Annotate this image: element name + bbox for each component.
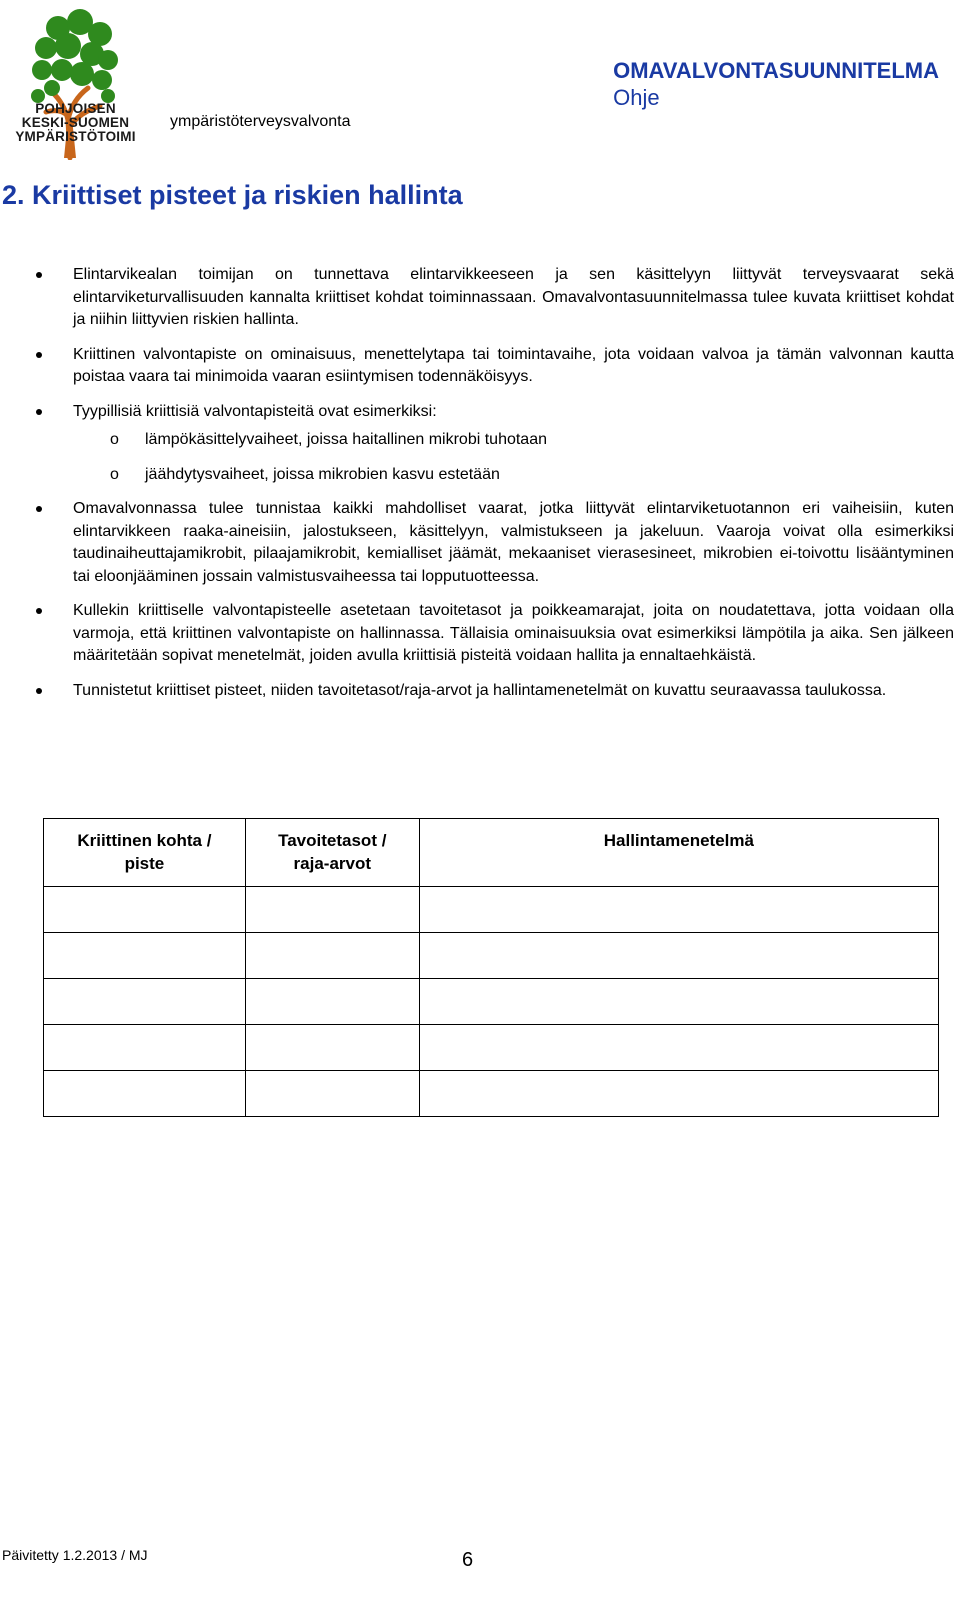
table-row bbox=[44, 979, 939, 1025]
table-cell[interactable] bbox=[419, 1025, 938, 1071]
table-header-target-levels: Tavoitetasot / raja-arvot bbox=[245, 819, 419, 887]
section-heading: 2. Kriittiset pisteet ja riskien hallinta bbox=[2, 180, 463, 210]
bullet-dot-icon bbox=[36, 352, 42, 358]
sub-bullet-marker: o bbox=[110, 431, 119, 448]
sub-list bbox=[73, 429, 954, 486]
bullet-item bbox=[36, 680, 954, 703]
table-cell[interactable] bbox=[245, 887, 419, 933]
bullet-item bbox=[36, 498, 954, 588]
bullet-item bbox=[36, 600, 954, 668]
bullet-list bbox=[36, 264, 954, 702]
table-cell[interactable] bbox=[44, 979, 246, 1025]
table-header-row bbox=[44, 819, 939, 887]
logo-text-line-1: POHJOISEN bbox=[35, 101, 116, 116]
table-cell[interactable] bbox=[245, 933, 419, 979]
bullet-text: Tunnistetut kriittiset pisteet, niiden tavoitetasot/raja-arvot ja hallintamenetelmät on kuvattu seuraavassa taulukossa. bbox=[73, 681, 887, 699]
organization-logo bbox=[8, 8, 143, 160]
sub-bullet-marker: o bbox=[110, 465, 119, 483]
table-header-critical-point: Kriittinen kohta / piste bbox=[44, 819, 246, 887]
table-row bbox=[44, 933, 939, 979]
bullet-text: Tyypillisiä kriittisiä valvontapisteitä ovat esimerkiksi: bbox=[73, 402, 437, 420]
sub-item-text: lämpökäsittelyvaiheet, joissa haitallinen mikrobi tuhotaan bbox=[145, 431, 547, 448]
bullet-item bbox=[36, 401, 954, 487]
sub-item bbox=[73, 429, 954, 452]
table-cell[interactable] bbox=[419, 979, 938, 1025]
bullet-item bbox=[36, 264, 954, 332]
bullet-dot-icon bbox=[36, 272, 42, 278]
table-cell[interactable] bbox=[44, 1071, 246, 1117]
table-cell[interactable] bbox=[419, 933, 938, 979]
table-row bbox=[44, 887, 939, 933]
table-cell[interactable] bbox=[419, 887, 938, 933]
document-title: OMAVALVONTASUUNNITELMA bbox=[613, 58, 939, 83]
critical-points-table bbox=[43, 818, 939, 1117]
sub-item-text: jäähdytysvaiheet, joissa mikrobien kasvu estetään bbox=[145, 465, 500, 483]
table-cell[interactable] bbox=[44, 1025, 246, 1071]
bullet-text: Omavalvonnassa tulee tunnistaa kaikki mahdolliset vaarat, jotka liittyvät elintarviketuotannon eri vaiheisiin, kuten elintarvikkeen raaka-aineisiin, jalostukseen, käsittelyyn, valmistukseen ja jakeluun. Vaaroja voivat olla esimerkiksi taudinaiheuttajamikrobit, pilaajamikrobit, kemialliset jäämät, mekaaniset vierasesineet, mikrobien ei-toivottu lisääntyminen tai eloonjääminen jossain valmistusvaiheessa tai lopputuotteessa. bbox=[73, 500, 954, 585]
table-cell[interactable] bbox=[44, 933, 246, 979]
bullet-text: Elintarvikealan toimijan on tunnettava elintarvikkeeseen ja sen käsittelyyn liittyvät terveysvaarat sekä elintarviketurvallisuuden kannalta kriittiset kohdat toiminnassaan. Omavalvontasuunnitelmassa tulee kuvata kriittiset kohdat ja niihin liittyvien riskien hallinta. bbox=[73, 266, 954, 328]
table-row bbox=[44, 1025, 939, 1071]
bullet-text: Kriittinen valvontapiste on ominaisuus, menettelytapa tai toimintavaihe, jota voidaan valvoa ja tämän valvonnan kautta poistaa vaara tai minimoida vaaran esiintymisen todennäköisyys. bbox=[73, 345, 954, 385]
bullet-dot-icon bbox=[36, 409, 42, 415]
table-cell[interactable] bbox=[245, 1025, 419, 1071]
table-row bbox=[44, 1071, 939, 1117]
body-content bbox=[36, 264, 954, 714]
bullet-dot-icon bbox=[36, 506, 42, 512]
department-label: ympäristöterveysvalvonta bbox=[170, 113, 351, 130]
bullet-dot-icon bbox=[36, 688, 42, 694]
table-cell[interactable] bbox=[44, 887, 246, 933]
table-header-control-method: Hallintamenetelmä bbox=[419, 819, 938, 887]
footer-updated: Päivitetty 1.2.2013 / MJ bbox=[2, 1547, 148, 1563]
document-title-block bbox=[613, 58, 939, 112]
bullet-text: Kullekin kriittiselle valvontapisteelle asetetaan tavoitetasot ja poikkeamarajat, joita on noudatettava, jotta voidaan olla varmoja, että kriittinen valvontapiste on hallinnassa. Tällaisia ominaisuuksia ovat esimerkiksi lämpötila ja aika. Sen jälkeen määritetään sopivat menetelmät, joiden avulla kriittisiä pisteitä voidaan hallita ja ennaltaehkäistä. bbox=[73, 602, 954, 664]
bullet-item bbox=[36, 344, 954, 389]
table-cell[interactable] bbox=[419, 1071, 938, 1117]
logo-text-line-2: KESKI-SUOMEN bbox=[21, 115, 130, 130]
logo-text-line-3: YMPÄRISTÖTOIMI bbox=[15, 129, 136, 144]
table-cell[interactable] bbox=[245, 1071, 419, 1117]
table-cell[interactable] bbox=[245, 979, 419, 1025]
document-subtitle: Ohje bbox=[613, 85, 660, 110]
page-number: 6 bbox=[462, 1549, 474, 1571]
bullet-dot-icon bbox=[36, 608, 42, 614]
sub-item bbox=[73, 464, 954, 487]
